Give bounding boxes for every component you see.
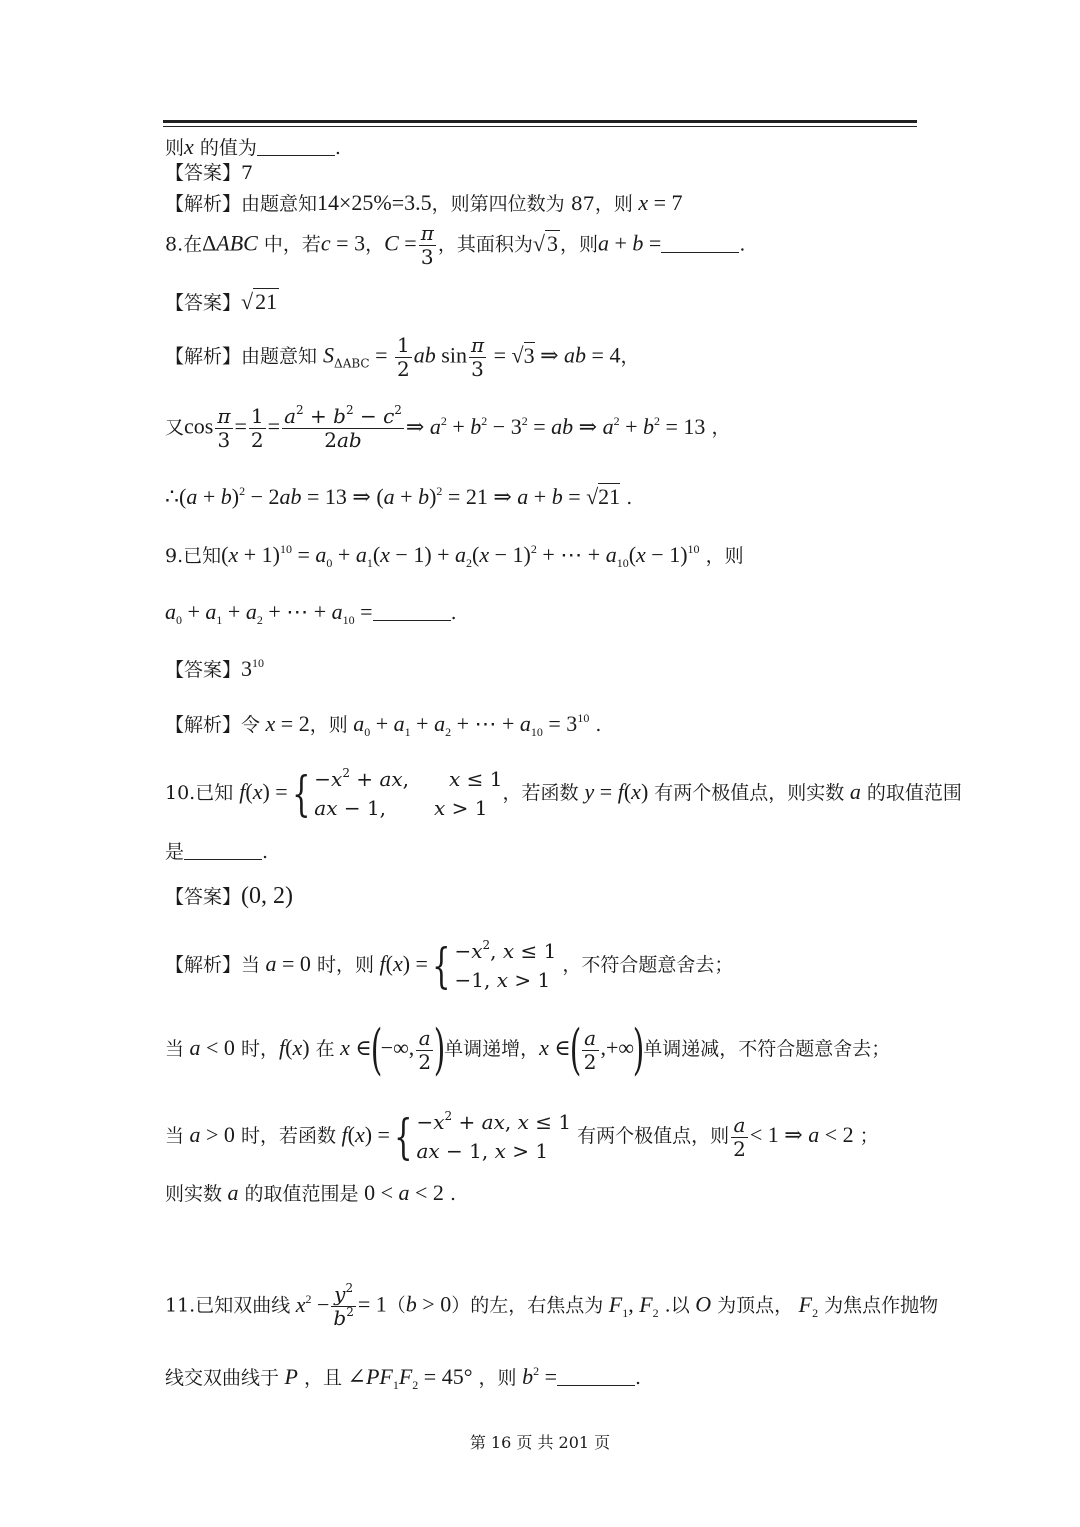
text-line-1: 则x 的值为 . (165, 134, 341, 159)
page-footer: 第 16 页 共 201 页 (469, 1433, 611, 1452)
header-rule-thick (163, 120, 917, 123)
question-9-line-1: 9.已知$(x + 1)^{10} = a_0 + a_1(x - 1) + a_2(x - 1)^2$ + ⋯ + $a_{10}(x - 1)^{10}$ ，则 (165, 542, 744, 570)
analysis-10-line-3: 当 a > 0 时，若函数 f(x) ={ $-x^2$ + ax, x ≤ 1 ax − 1, x > 1 有两个极值点，则 $\frac{a}{2}$ < 1 ⇒ a < 2 ； (165, 1109, 879, 1165)
answer-9: 【答案】$3^{10}$ (165, 656, 265, 681)
question-8: 8.在ΔABC 中，若c = 3，C = $\frac{\pi}{3}$ ，其面积为√3 ，则a + b = . (165, 221, 746, 269)
question-11-line-1: 11.已知双曲线 $x^2$ − $\frac{y^2}{b^2}$ = 1（b > 0）的左，右焦点为 $F_1$, $F_2$ .以 O 为顶点， $F_2$ 为焦点作抛物 (165, 1281, 939, 1330)
analysis-8-line-3: ∴(a + b)$^2$ − 2ab = 13 ⇒ $(a + b)^2 = 21$ ⇒ a + b = √21 . (165, 484, 633, 509)
answer-8: 【答案】√21 (165, 289, 278, 314)
answer-7: 【答案】7 (165, 162, 254, 184)
analysis-7: 【解析】由题意知14×25%=3.5，则第四位数为 87，则 x = 7 (165, 190, 683, 215)
question-11-line-2: 线交双曲线于 P ，且 $\angle PF_1F_2 = 45^\circ$ ，则 $b^2$ = . (165, 1364, 642, 1392)
question-10-line-1: 10.已知 f(x) ={ $-x^2$ + ax, x ≤ 1 ax − 1, x > 1 ，若函数 y = f(x) 有两个极值点，则实数 a 的取值范围 (165, 766, 962, 822)
analysis-10-line-4: 则实数 a 的取值范围是 0 < a < 2 . (165, 1180, 456, 1205)
question-10-line-2: 是 . (165, 841, 269, 863)
analysis-8-line-1: 【解析】由题意知 $S_{\Delta ABC}$ = $\frac{1}{2}$ ab sin $\frac{\pi}{3}$ = √3 ⇒ ab = 4， (165, 333, 640, 381)
analysis-9: 【解析】令 x = 2，则 $a_0 + a_1 + a_2$ + ⋯ + $a_{10} = 3^{10}$ . (165, 711, 602, 739)
header-rule-thin (163, 126, 917, 127)
analysis-10-line-2: 当 a < 0 时，f(x) 在 x ∈(−∞, $\frac{a}{2}$ )单调递增，x ∈( $\frac{a}{2}$ ,+∞)单调递减，不符合题意舍去； (165, 1018, 891, 1081)
analysis-10-line-1: 【解析】当 a = 0 时，则 f(x) ={ $-x^2$, x ≤ 1 −1, x > 1 ，不符合题意舍去； (165, 938, 734, 994)
analysis-8-line-2: 又cos $\frac{\pi}{3}$ = $\frac{1}{2}$ = $\frac{a^2 + b^2 - c^2}{2ab}$ ⇒ $a^2 + b^2 - 3^2$ = ab ⇒ $a^2 + b^2 = 13$ ， (165, 403, 731, 452)
question-9-line-2: $a_0 + a_1 + a_2$ + ⋯ + $a_{10}$ = . (165, 599, 457, 627)
answer-10: 【答案】(0, 2) (165, 883, 293, 909)
